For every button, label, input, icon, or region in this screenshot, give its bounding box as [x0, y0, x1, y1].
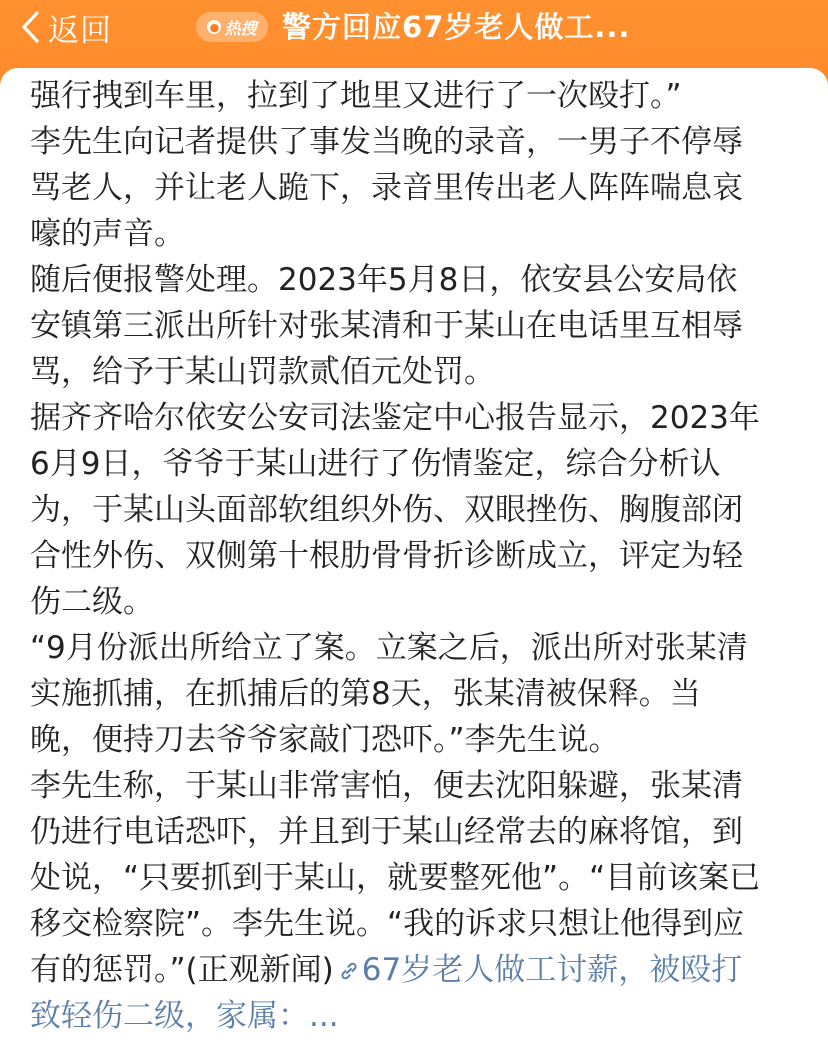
- back-button[interactable]: [20, 6, 112, 48]
- hot-search-badge[interactable]: [196, 12, 268, 42]
- related-article-link[interactable]: 67岁老人做工讨薪，被殴打: [361, 952, 743, 988]
- article-tail-text: 有的惩罚。”(正观新闻): [30, 952, 334, 988]
- article-line: 骂，给予于某山罚款贰佰元处罚。: [30, 354, 495, 390]
- article-line: 强行拽到车里，拉到了地里又进行了一次殴打。”: [30, 78, 682, 114]
- article-line: 李先生向记者提供了事发当晚的录音，一男子不停辱: [30, 124, 743, 160]
- article-line: 李先生称，于某山非常害怕，便去沈阳躲避，张某清: [30, 768, 743, 804]
- page-title: 警方回应67岁老人做工...: [282, 10, 631, 44]
- link-icon: [338, 948, 360, 996]
- article-line: 安镇第三派出所针对张某清和于某山在电话里互相辱: [30, 308, 743, 344]
- article-body: [0, 68, 828, 1051]
- article-line: 嚎的声音。: [30, 216, 185, 252]
- article-line: 伤二级。: [30, 584, 154, 620]
- back-label: 返回: [48, 12, 112, 49]
- article-last-line: [30, 946, 742, 994]
- article-line: 骂老人，并让老人跪下，录音里传出老人阵阵喘息哀: [30, 170, 743, 206]
- article-line: 据齐齐哈尔依安公安司法鉴定中心报告显示，2023年: [30, 400, 760, 436]
- article-line: 实施抓捕，在抓捕后的第8天，张某清被保释。当: [30, 676, 701, 712]
- article-line: 随后便报警处理。2023年5月8日，依安县公安局依: [30, 262, 738, 298]
- article-line: 为，于某山头面部软组织外伤、双眼挫伤、胸腹部闭: [30, 492, 743, 528]
- article-line: “9月份派出所给立了案。立案之后，派出所对张某清: [30, 630, 748, 666]
- article-line: 处说，“只要抓到于某山，就要整死他”。“目前该案已: [30, 860, 761, 896]
- hot-badge-label: 热搜: [224, 18, 257, 38]
- related-article-link-line2[interactable]: [30, 992, 339, 1040]
- article-line: 移交检察院”。李先生说。“我的诉求只想让他得到应: [30, 906, 745, 942]
- article-line: 6月9日，爷爷于某山进行了伤情鉴定，综合分析认: [30, 446, 721, 482]
- related-article-link-line2-text[interactable]: 致轻伤二级，家属：...: [30, 998, 339, 1034]
- article-line: 仍进行电话恐吓，并且到于某山经常去的麻将馆，到: [30, 814, 743, 850]
- article-line: 晚，便持刀去爷爷家敲门恐吓。”李先生说。: [30, 722, 620, 758]
- fire-icon: ●: [207, 20, 221, 34]
- article-line: 合性外伤、双侧第十根肋骨骨折诊断成立，评定为轻: [30, 538, 743, 574]
- chevron-left-icon: [20, 10, 40, 44]
